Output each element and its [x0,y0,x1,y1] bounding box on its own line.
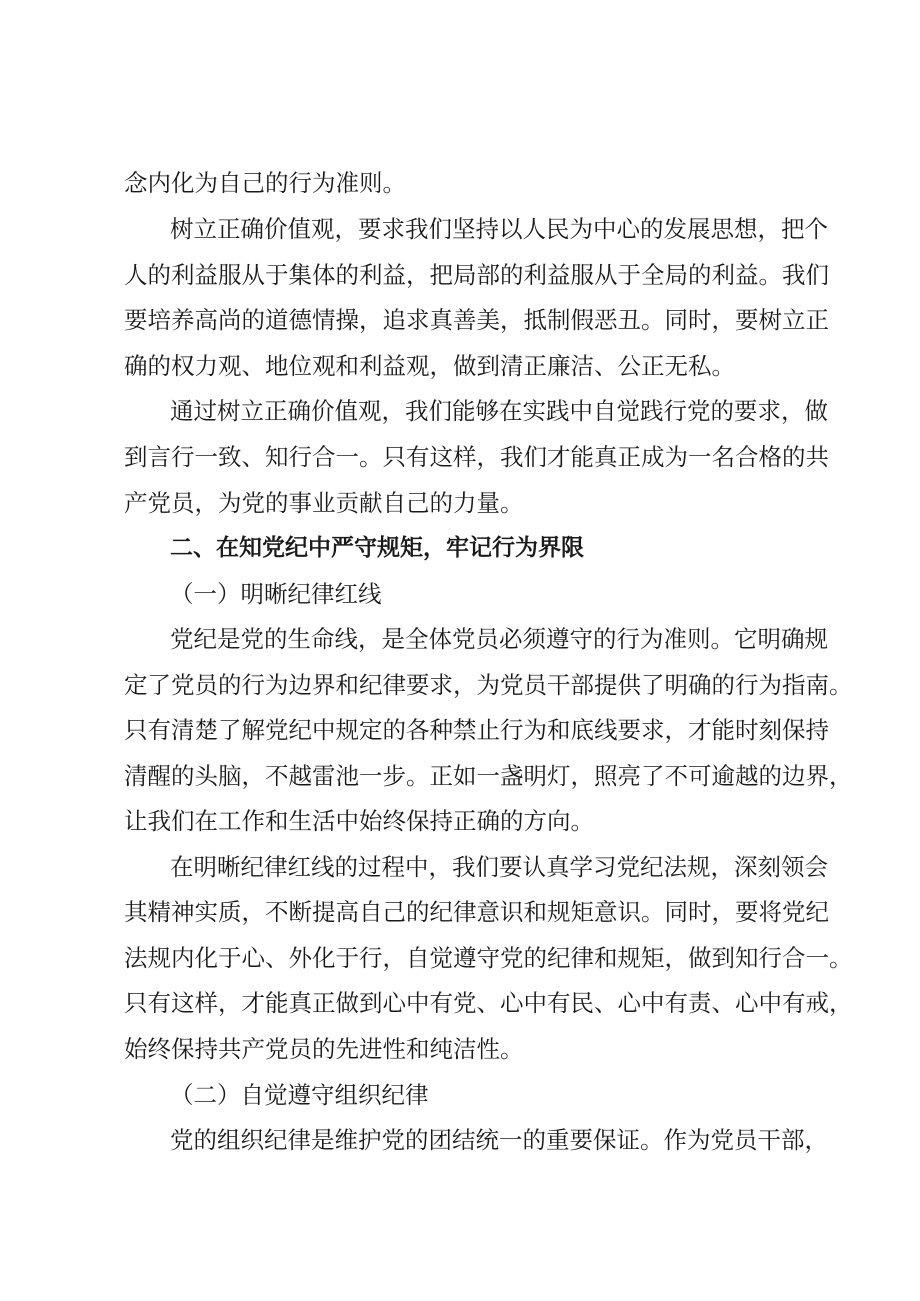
paragraph-line: 只有清楚了解党纪中规定的各种禁止行为和底线要求，才能时刻保持 [124,716,829,744]
section-heading: 二、在知党纪中严守规矩，牢记行为界限 [170,535,584,561]
paragraph-line: 念内化为自己的行为准则。 [124,169,406,197]
paragraph-line: 只有这样，才能真正做到心中有党、心中有民、心中有责、心中有戒， [124,989,853,1017]
paragraph-line: 通过树立正确价值观，我们能够在实践中自觉践行党的要求，做 [170,397,828,425]
paragraph-line: 让我们在工作和生活中始终保持正确的方向。 [124,807,594,835]
subsection-heading: （二）自觉遵守组织纪律 [170,1081,429,1109]
paragraph-line: 始终保持共产党员的先进性和纯洁性。 [124,1035,524,1063]
paragraph-line: 清醒的头脑，不越雷池一步。正如一盏明灯，照亮了不可逾越的边界， [124,762,853,790]
paragraph-line: 在明晰纪律红线的过程中，我们要认真学习党纪法规，深刻领会 [170,853,828,881]
paragraph-line: 定了党员的行为边界和纪律要求，为党员干部提供了明确的行为指南。 [124,671,853,699]
paragraph-line: 到言行一致、知行合一。只有这样，我们才能真正成为一名合格的共 [124,443,829,471]
paragraph-line: 确的权力观、地位观和利益观，做到清正廉洁、公正无私。 [124,352,735,380]
paragraph-line: 其精神实质，不断提高自己的纪律意识和规矩意识。同时，要将党纪 [124,898,829,926]
paragraph-line: 要培养高尚的道德情操，追求真善美，抵制假恶丑。同时，要树立正 [124,306,829,334]
paragraph-line: 党纪是党的生命线，是全体党员必须遵守的行为准则。它明确规 [170,625,828,653]
paragraph-line: 党的组织纪律是维护党的团结统一的重要保证。作为党员干部， [170,1126,828,1154]
paragraph-line: 人的利益服从于集体的利益，把局部的利益服从于全局的利益。我们 [124,261,829,289]
paragraph-line: 法规内化于心、外化于行，自觉遵守党的纪律和规矩，做到知行合一。 [124,944,853,972]
paragraph-line: 产党员，为党的事业贡献自己的力量。 [124,489,524,517]
paragraph-line: 树立正确价值观，要求我们坚持以人民为中心的发展思想，把个 [170,215,828,243]
subsection-heading: （一）明晰纪律红线 [170,580,382,608]
